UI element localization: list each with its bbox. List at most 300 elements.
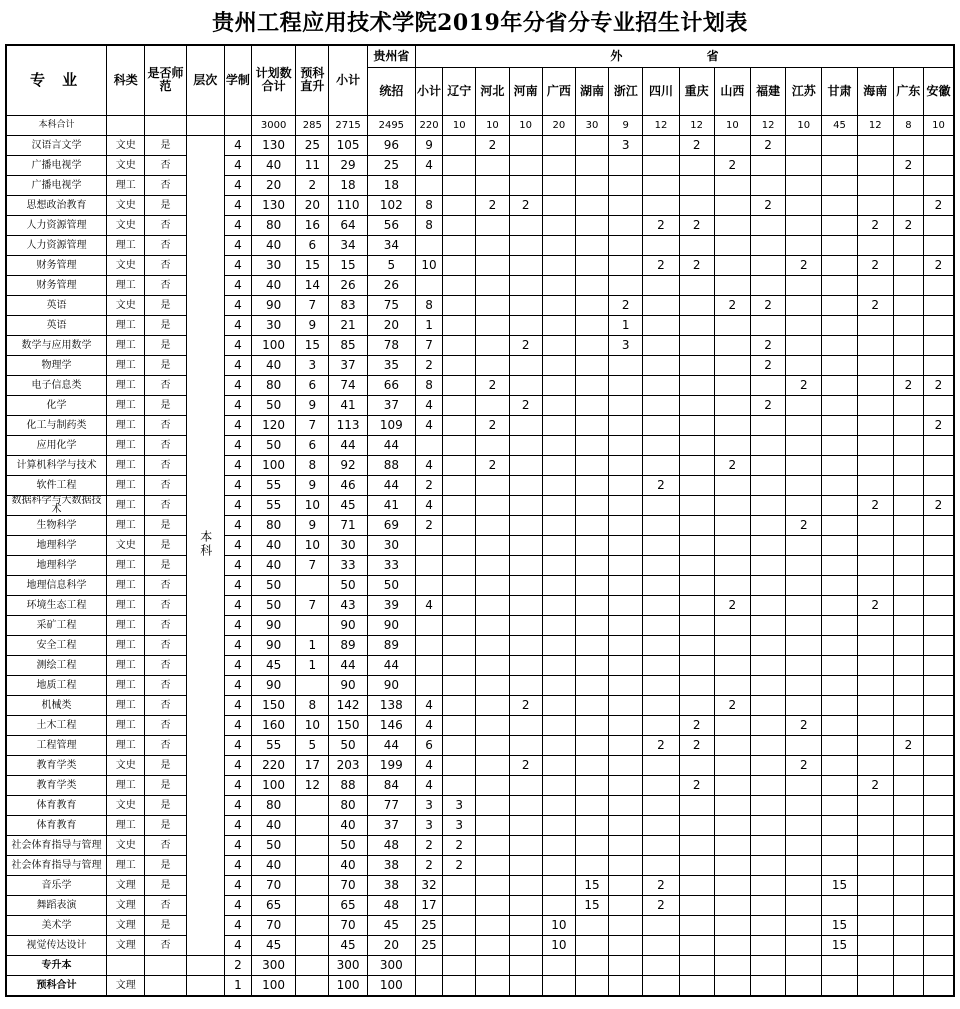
level-label: 本科 <box>198 529 213 558</box>
province-cell <box>542 135 575 155</box>
province-cell <box>609 835 643 855</box>
outside-subtotal-cell <box>415 675 442 695</box>
major-name: 汉语言文学 <box>6 135 107 155</box>
province-cell <box>924 715 955 735</box>
province-cell: 2 <box>893 375 923 395</box>
province-cell: 2 <box>750 355 785 375</box>
normal-cell: 是 <box>145 915 186 935</box>
plan-total-cell: 130 <box>251 135 295 155</box>
guizhou-cell: 50 <box>367 575 415 595</box>
province-cell <box>575 915 608 935</box>
province-cell: 2 <box>509 335 542 355</box>
province-cell <box>609 695 643 715</box>
province-cell: 15 <box>575 895 608 915</box>
province-cell <box>476 535 509 555</box>
province-cell <box>575 575 608 595</box>
table-row <box>6 615 954 635</box>
province-cell: 2 <box>750 135 785 155</box>
province-cell <box>857 855 893 875</box>
province-cell <box>786 735 822 755</box>
province-cell <box>509 315 542 335</box>
province-cell <box>542 635 575 655</box>
plan-total-cell: 55 <box>251 495 295 515</box>
province-cell <box>643 515 679 535</box>
province-cell <box>714 855 750 875</box>
province-cell <box>643 835 679 855</box>
years-cell: 4 <box>224 235 251 255</box>
province-cell <box>679 815 714 835</box>
subtotal-cell: 89 <box>329 635 367 655</box>
province-cell <box>822 795 857 815</box>
prep-cell: 6 <box>296 435 329 455</box>
header-province: 山西 <box>714 67 750 115</box>
header-province: 广东 <box>893 67 923 115</box>
province-cell <box>750 855 785 875</box>
province-cell <box>476 355 509 375</box>
province-cell <box>542 855 575 875</box>
header-plan-total: 计划数合计 <box>251 45 295 115</box>
subtotal-cell: 26 <box>329 275 367 295</box>
province-cell <box>750 895 785 915</box>
major-name: 教育学类 <box>6 775 107 795</box>
province-cell <box>443 495 476 515</box>
prep-cell <box>296 815 329 835</box>
province-cell: 2 <box>786 515 822 535</box>
province-cell <box>542 495 575 515</box>
subtotal-cell: 33 <box>329 555 367 575</box>
footer-cell <box>542 975 575 996</box>
enrollment-plan-table <box>5 44 955 997</box>
province-cell <box>750 575 785 595</box>
years-cell: 4 <box>224 415 251 435</box>
province-cell <box>714 835 750 855</box>
subtotal-cell: 41 <box>329 395 367 415</box>
major-name: 英语 <box>6 295 107 315</box>
province-cell <box>786 815 822 835</box>
province-cell <box>609 815 643 835</box>
footer-cell <box>476 955 509 975</box>
outside-subtotal-cell: 2 <box>415 835 442 855</box>
subtotal-cell: 46 <box>329 475 367 495</box>
province-cell: 15 <box>822 875 857 895</box>
province-cell <box>443 595 476 615</box>
plan-total-cell: 40 <box>251 235 295 255</box>
prep-cell <box>296 915 329 935</box>
footer-cell <box>857 955 893 975</box>
summary-value: 9 <box>609 115 643 135</box>
years-cell: 4 <box>224 535 251 555</box>
province-cell <box>714 135 750 155</box>
plan-total-cell: 120 <box>251 415 295 435</box>
outside-subtotal-cell: 8 <box>415 215 442 235</box>
summary-cell <box>224 115 251 135</box>
subtotal-cell: 113 <box>329 415 367 435</box>
province-cell <box>786 875 822 895</box>
province-cell <box>575 215 608 235</box>
province-cell <box>714 315 750 335</box>
table-row <box>6 315 954 335</box>
province-cell <box>575 155 608 175</box>
province-cell <box>924 275 955 295</box>
province-cell <box>476 475 509 495</box>
plan-total-cell: 30 <box>251 255 295 275</box>
prep-cell: 3 <box>296 355 329 375</box>
years-cell: 4 <box>224 475 251 495</box>
province-cell <box>575 695 608 715</box>
years-cell: 4 <box>224 715 251 735</box>
province-cell: 2 <box>476 195 509 215</box>
province-cell <box>822 735 857 755</box>
table-row <box>6 295 954 315</box>
major-name: 舞蹈表演 <box>6 895 107 915</box>
province-cell <box>443 775 476 795</box>
guizhou-cell: 39 <box>367 595 415 615</box>
province-cell <box>714 735 750 755</box>
major-name: 财务管理 <box>6 275 107 295</box>
major-name: 数学与应用数学 <box>6 335 107 355</box>
province-cell <box>893 795 923 815</box>
header-province: 重庆 <box>679 67 714 115</box>
province-cell <box>893 815 923 835</box>
province-cell: 3 <box>609 135 643 155</box>
prep-cell: 7 <box>296 595 329 615</box>
province-cell: 2 <box>786 715 822 735</box>
province-cell <box>679 755 714 775</box>
province-cell <box>924 855 955 875</box>
province-cell <box>893 615 923 635</box>
province-cell <box>509 575 542 595</box>
province-cell <box>643 795 679 815</box>
province-cell <box>443 435 476 455</box>
province-cell <box>443 575 476 595</box>
category-cell: 文史 <box>107 755 145 775</box>
footer-cell <box>822 955 857 975</box>
header-province: 安徽 <box>924 67 955 115</box>
province-cell <box>643 615 679 635</box>
province-cell <box>679 295 714 315</box>
subtotal-cell: 21 <box>329 315 367 335</box>
category-cell: 理工 <box>107 595 145 615</box>
province-cell: 2 <box>714 455 750 475</box>
prep-cell: 8 <box>296 455 329 475</box>
subtotal-cell: 15 <box>329 255 367 275</box>
footer-cell <box>476 975 509 996</box>
guizhou-cell: 34 <box>367 235 415 255</box>
normal-cell: 是 <box>145 855 186 875</box>
province-cell <box>750 615 785 635</box>
province-cell <box>609 555 643 575</box>
years-cell: 4 <box>224 275 251 295</box>
province-cell <box>714 355 750 375</box>
province-cell <box>924 235 955 255</box>
province-cell <box>609 535 643 555</box>
years-cell: 4 <box>224 155 251 175</box>
normal-cell: 否 <box>145 435 186 455</box>
province-cell <box>679 175 714 195</box>
table-row <box>6 675 954 695</box>
province-cell <box>750 795 785 815</box>
normal-cell: 是 <box>145 535 186 555</box>
province-cell <box>575 515 608 535</box>
province-cell <box>476 635 509 655</box>
province-cell <box>509 555 542 575</box>
province-cell <box>509 135 542 155</box>
province-cell <box>714 395 750 415</box>
province-cell <box>575 775 608 795</box>
years-cell: 4 <box>224 435 251 455</box>
province-cell: 2 <box>786 375 822 395</box>
province-cell <box>443 175 476 195</box>
province-cell: 2 <box>476 455 509 475</box>
province-cell <box>575 495 608 515</box>
province-cell <box>679 935 714 955</box>
province-cell <box>924 915 955 935</box>
province-cell <box>924 755 955 775</box>
province-cell <box>643 775 679 795</box>
province-cell <box>750 455 785 475</box>
province-cell <box>750 935 785 955</box>
normal-cell: 是 <box>145 195 186 215</box>
province-cell <box>476 835 509 855</box>
province-cell <box>893 675 923 695</box>
province-cell <box>575 755 608 775</box>
major-name: 地理信息科学 <box>6 575 107 595</box>
category-cell: 理工 <box>107 695 145 715</box>
province-cell <box>609 635 643 655</box>
province-cell <box>714 235 750 255</box>
footer-cell <box>714 975 750 996</box>
header-unified: 统招 <box>367 67 415 115</box>
subtotal-cell: 37 <box>329 355 367 375</box>
province-cell <box>542 395 575 415</box>
province-cell <box>822 175 857 195</box>
province-cell <box>714 875 750 895</box>
prep-cell: 14 <box>296 275 329 295</box>
province-cell <box>822 835 857 855</box>
table-row <box>6 595 954 615</box>
province-cell <box>786 415 822 435</box>
province-cell <box>575 635 608 655</box>
province-cell <box>750 415 785 435</box>
province-cell <box>893 895 923 915</box>
province-cell <box>750 915 785 935</box>
plan-total-cell: 50 <box>251 395 295 415</box>
province-cell: 2 <box>714 155 750 175</box>
province-cell: 2 <box>509 755 542 775</box>
province-cell <box>443 335 476 355</box>
province-cell: 2 <box>443 835 476 855</box>
province-cell <box>893 935 923 955</box>
province-cell <box>714 255 750 275</box>
province-cell: 15 <box>822 935 857 955</box>
province-cell <box>893 695 923 715</box>
province-cell <box>714 435 750 455</box>
prep-cell: 16 <box>296 215 329 235</box>
province-cell <box>857 755 893 775</box>
province-cell <box>609 355 643 375</box>
years-cell: 4 <box>224 655 251 675</box>
subtotal-cell: 65 <box>329 895 367 915</box>
header-guizhou: 贵州省 <box>367 45 415 67</box>
province-cell <box>542 375 575 395</box>
province-cell <box>786 615 822 635</box>
subtotal-cell: 45 <box>329 935 367 955</box>
province-cell <box>714 895 750 915</box>
outside-subtotal-cell: 7 <box>415 335 442 355</box>
province-cell <box>857 335 893 355</box>
province-cell: 2 <box>857 595 893 615</box>
province-cell <box>643 655 679 675</box>
footer-cell <box>714 955 750 975</box>
category-cell: 文史 <box>107 795 145 815</box>
province-cell <box>476 595 509 615</box>
province-cell <box>857 135 893 155</box>
category-cell: 理工 <box>107 475 145 495</box>
province-cell <box>786 575 822 595</box>
normal-cell: 是 <box>145 515 186 535</box>
category-cell: 理工 <box>107 555 145 575</box>
province-cell <box>542 595 575 615</box>
province-cell: 2 <box>509 395 542 415</box>
normal-cell: 否 <box>145 475 186 495</box>
prep-cell <box>296 935 329 955</box>
years-cell: 4 <box>224 815 251 835</box>
plan-total-cell: 40 <box>251 535 295 555</box>
table-row <box>6 495 954 515</box>
category-cell: 文理 <box>107 935 145 955</box>
normal-cell: 否 <box>145 575 186 595</box>
category-cell: 文理 <box>107 875 145 895</box>
province-cell <box>542 775 575 795</box>
province-cell <box>822 455 857 475</box>
outside-subtotal-cell: 25 <box>415 915 442 935</box>
province-cell <box>786 675 822 695</box>
province-cell <box>643 915 679 935</box>
province-cell <box>786 175 822 195</box>
province-cell <box>542 355 575 375</box>
years-cell: 4 <box>224 855 251 875</box>
province-cell <box>924 175 955 195</box>
category-cell: 文理 <box>107 915 145 935</box>
province-cell <box>476 335 509 355</box>
province-cell: 2 <box>924 195 955 215</box>
province-cell <box>714 195 750 215</box>
province-cell <box>609 775 643 795</box>
major-name: 工程管理 <box>6 735 107 755</box>
prep-cell: 1 <box>296 655 329 675</box>
plan-total-cell: 40 <box>251 855 295 875</box>
province-cell <box>924 935 955 955</box>
province-cell <box>679 875 714 895</box>
prep-cell <box>296 615 329 635</box>
province-cell <box>857 875 893 895</box>
prep-cell <box>296 895 329 915</box>
province-cell <box>679 595 714 615</box>
category-cell: 理工 <box>107 815 145 835</box>
province-cell <box>714 635 750 655</box>
table-row <box>6 735 954 755</box>
years-cell: 4 <box>224 195 251 215</box>
province-cell <box>643 595 679 615</box>
prep-cell <box>296 835 329 855</box>
province-cell <box>714 575 750 595</box>
province-cell <box>509 215 542 235</box>
province-cell <box>822 815 857 835</box>
province-cell <box>542 895 575 915</box>
province-cell <box>857 355 893 375</box>
province-cell: 2 <box>609 295 643 315</box>
province-cell <box>476 655 509 675</box>
normal-cell: 否 <box>145 895 186 915</box>
province-cell <box>750 835 785 855</box>
province-cell <box>786 915 822 935</box>
province-cell <box>924 595 955 615</box>
province-cell <box>857 675 893 695</box>
province-cell <box>750 755 785 775</box>
province-cell <box>924 335 955 355</box>
province-cell <box>476 795 509 815</box>
province-cell <box>924 695 955 715</box>
table-row <box>6 515 954 535</box>
header-outside <box>415 45 954 67</box>
years-cell: 4 <box>224 355 251 375</box>
province-cell <box>509 795 542 815</box>
province-cell <box>893 775 923 795</box>
normal-cell: 是 <box>145 315 186 335</box>
summary-value: 285 <box>296 115 329 135</box>
province-cell <box>542 315 575 335</box>
province-cell <box>893 315 923 335</box>
years-cell: 4 <box>224 395 251 415</box>
province-cell <box>443 635 476 655</box>
prep-cell: 9 <box>296 395 329 415</box>
province-cell <box>542 155 575 175</box>
province-cell <box>750 375 785 395</box>
province-cell <box>893 435 923 455</box>
province-cell <box>679 915 714 935</box>
category-cell: 理工 <box>107 355 145 375</box>
plan-total-cell: 20 <box>251 175 295 195</box>
years-cell: 4 <box>224 175 251 195</box>
province-cell <box>714 675 750 695</box>
major-name: 数据科学与大数据技术 <box>6 495 107 515</box>
plan-total-cell: 50 <box>251 435 295 455</box>
province-cell <box>822 555 857 575</box>
province-cell <box>924 795 955 815</box>
province-cell <box>893 555 923 575</box>
outside-subtotal-cell: 4 <box>415 595 442 615</box>
years-cell: 4 <box>224 515 251 535</box>
outside-subtotal-cell <box>415 575 442 595</box>
province-cell <box>679 675 714 695</box>
province-cell <box>609 495 643 515</box>
province-cell: 2 <box>679 135 714 155</box>
plan-total-cell: 65 <box>251 895 295 915</box>
province-cell <box>509 455 542 475</box>
province-cell <box>575 315 608 335</box>
category-cell: 文史 <box>107 215 145 235</box>
province-cell <box>643 935 679 955</box>
outside-subtotal-cell: 4 <box>415 495 442 515</box>
major-name: 测绘工程 <box>6 655 107 675</box>
category-cell: 文史 <box>107 255 145 275</box>
province-cell <box>542 735 575 755</box>
province-cell <box>542 475 575 495</box>
province-cell <box>679 535 714 555</box>
province-cell <box>750 315 785 335</box>
province-cell <box>575 295 608 315</box>
guizhou-cell: 20 <box>367 935 415 955</box>
